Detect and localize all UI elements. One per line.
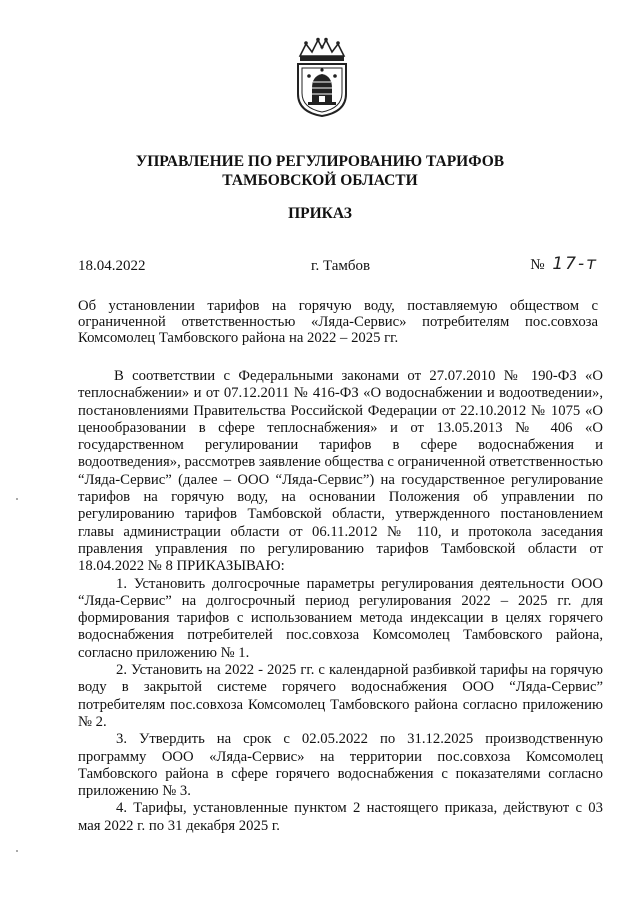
command-word: ПРИКАЗЫВАЮ: (176, 558, 285, 575)
number-value: 17-т (552, 254, 598, 274)
document-date: 18.04.2022 (78, 258, 146, 274)
organization-name (0, 152, 640, 190)
document-city: г. Тамбов (311, 258, 371, 274)
preamble-text: В соответствии с Федеральными законами от 27.07.2010 № 190-ФЗ «О теплоснабжении» и от 07.12.2011 № 416-ФЗ «О водоснабжении и водоотведении», постановлениями Правительства Российской Федерации от 22.10.2012 № 1075 «О ценообразовании в сфере теплоснабжения» и от 13.05.2013 № 406 «О государственном регулировании тарифов в сфере водоснабжения и водоотведения», рассмотрев заявление общества с ограниченной ответственностью “Ляда-Сервис” (далее – ООО “Ляда-Сервис”) на государственное регулирование тарифов на горячую воду, на основании Положения об управлении по регулированию тарифов Тамбовской области, утвержденного постановлением главы администрации области от 06.11.2012 № 110, и протокола заседания правления управления по регулированию тарифов Тамбовской области от 18.04.2022 № 8 (78, 368, 603, 575)
order-item-1: 1. Установить долгосрочные параметры регулирования деятельности ООО “Ляда-Сервис” на долгосрочный период регулирования 2022 – 2025 гг. для формирования тарифов с использованием метода индексации в целях горячего водоснабжения потребителей пос.совхоза Комсомолец Тамбовского района, согласно приложению № 1. (78, 575, 603, 661)
document-type: ПРИКАЗ (288, 205, 352, 222)
organization-name-line1: УПРАВЛЕНИЕ ПО РЕГУЛИРОВАНИЮ ТАРИФОВ (135, 153, 505, 170)
order-item-4: 4. Тарифы, установленные пунктом 2 настоящего приказа, действуют с 03 мая 2022 г. по 31 декабря 2025 г. (78, 800, 603, 834)
preamble-paragraph (78, 368, 603, 576)
number-label: № (530, 257, 545, 273)
organization-name-line2: ТАМБОВСКОЙ ОБЛАСТИ (222, 172, 418, 189)
document-number (530, 254, 598, 274)
scan-dot (16, 850, 18, 852)
scan-dot (16, 498, 18, 500)
document-body (78, 368, 603, 835)
order-item-2: 2. Установить на 2022 - 2025 гг. с календарной разбивкой тарифы на горячую воду в закрытой системе горячего водоснабжения ООО “Ляда-Сервис” потребителям пос.совхоза Комсомолец Тамбовского района согласно приложению № 2. (78, 662, 603, 730)
document-subject: Об установлении тарифов на горячую воду, поставляемую обществом с ограниченной ответственностью «Ляда-Сервис» потребителям пос.совхоза Комсомолец Тамбовского района на 2022 – 2025 гг. (78, 298, 598, 346)
meta-row (78, 254, 598, 278)
coat-of-arms-icon (292, 36, 352, 118)
order-item-3: 3. Утвердить на срок с 02.05.2022 по 31.12.2025 производственную программу ООО «Ляда-Сервис» на территории пос.совхоза Комсомолец Тамбовского района в сфере горячего водоснабжения с показателями согласно приложению № 3. (78, 731, 603, 800)
